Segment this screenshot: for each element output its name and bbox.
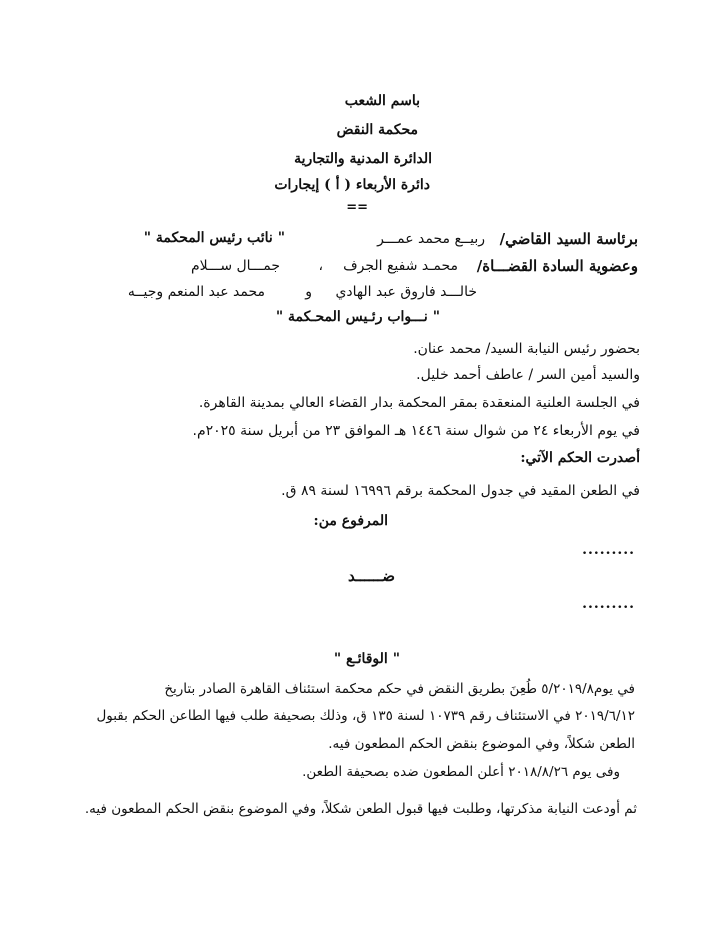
members-label: وعضوية السادة القضـــاة/ (476, 257, 638, 275)
member-4: محمد عبد المنعم وجيــه (127, 284, 265, 300)
deputies-title: " نـــواب رئـيس المحـكمة " (275, 309, 440, 325)
header-wednesday-circuit: دائرة الأربعاء ( أ ) إيجارات (274, 177, 430, 193)
member-1: محمـد شفيع الجرف (343, 258, 458, 274)
member-and: و (305, 284, 312, 300)
session-date: في يوم الأربعاء ٢٤ من شوال سنة ١٤٤٦ هـ الموافق ٢٣ من أبريل سنة ٢٠٢٥م. (192, 423, 640, 439)
appeal-number-line: في الطعن المقيد في جدول المحكمة برقم ١٦٩٩٦ لسنة ٨٩ ق. (281, 483, 640, 499)
facts-para2: وفى يوم ٢٠١٨/٨/٢٦ أعلن المطعون ضده بصحيفة الطعن. (302, 764, 620, 780)
facts-para1-line2: ٢٠١٩/٦/١٢ في الاستئناف رقم ١٠٧٣٩ لسنة ١٣٥ ق، وذلك بصحيفة طلب فيها الطاعن الحكم بقبول (96, 708, 635, 724)
header-separator: == (346, 200, 368, 215)
appellant-placeholder: ......... (582, 542, 635, 558)
header-in-the-name-of-people: باسم الشعب (344, 93, 420, 109)
member-2: جمـــال ســـلام (191, 258, 280, 274)
facts-para1-line3: الطعن شكلاً، وفي الموضوع بنقض الحكم المطعون فيه. (328, 736, 635, 752)
facts-para3: ثم أودعت النيابة مذكرتها، وطلبت فيها قبول الطعن شكلاً، وفي الموضوع بنقض الحكم المطعون فيه. (84, 801, 637, 817)
ruling-issued-heading: أصدرت الحكم الآتي: (520, 450, 640, 466)
prosecution-attendance: بحضور رئيس النيابة السيد/ محمد عنان. (413, 341, 640, 357)
presiding-judge-title: " نائب رئيس المحكمة " (143, 230, 285, 246)
facts-para1-line1: في يوم٥/٢٠١٩/٨ طُعِنَ بطريق النقض في حكم محكمة استئناف القاهرة الصادر بتاريخ (164, 681, 635, 697)
presiding-judge-name: ربيــع محمد عمـــر (377, 231, 485, 247)
member-separator: ، (318, 258, 323, 274)
session-venue: في الجلسة العلنية المنعقدة بمقر المحكمة بدار القضاء العالي بمدينة القاهرة. (198, 395, 640, 411)
member-3: خالـــد فاروق عبد الهادي (335, 284, 477, 300)
facts-title: " الوقائـع " (333, 651, 400, 667)
respondent-placeholder: ......... (582, 596, 635, 612)
presidency-label: برئاسة السيد القاضي/ (499, 230, 638, 248)
header-circuit: الدائرة المدنية والتجارية (294, 151, 432, 167)
secretary-attendance: والسيد أمين السر / عاطف أحمد خليل. (416, 367, 640, 383)
header-court-name: محكمة النقض (336, 122, 418, 138)
filed-by-label: المرفوع من: (313, 513, 388, 529)
against-label: ضــــــد (348, 567, 395, 585)
